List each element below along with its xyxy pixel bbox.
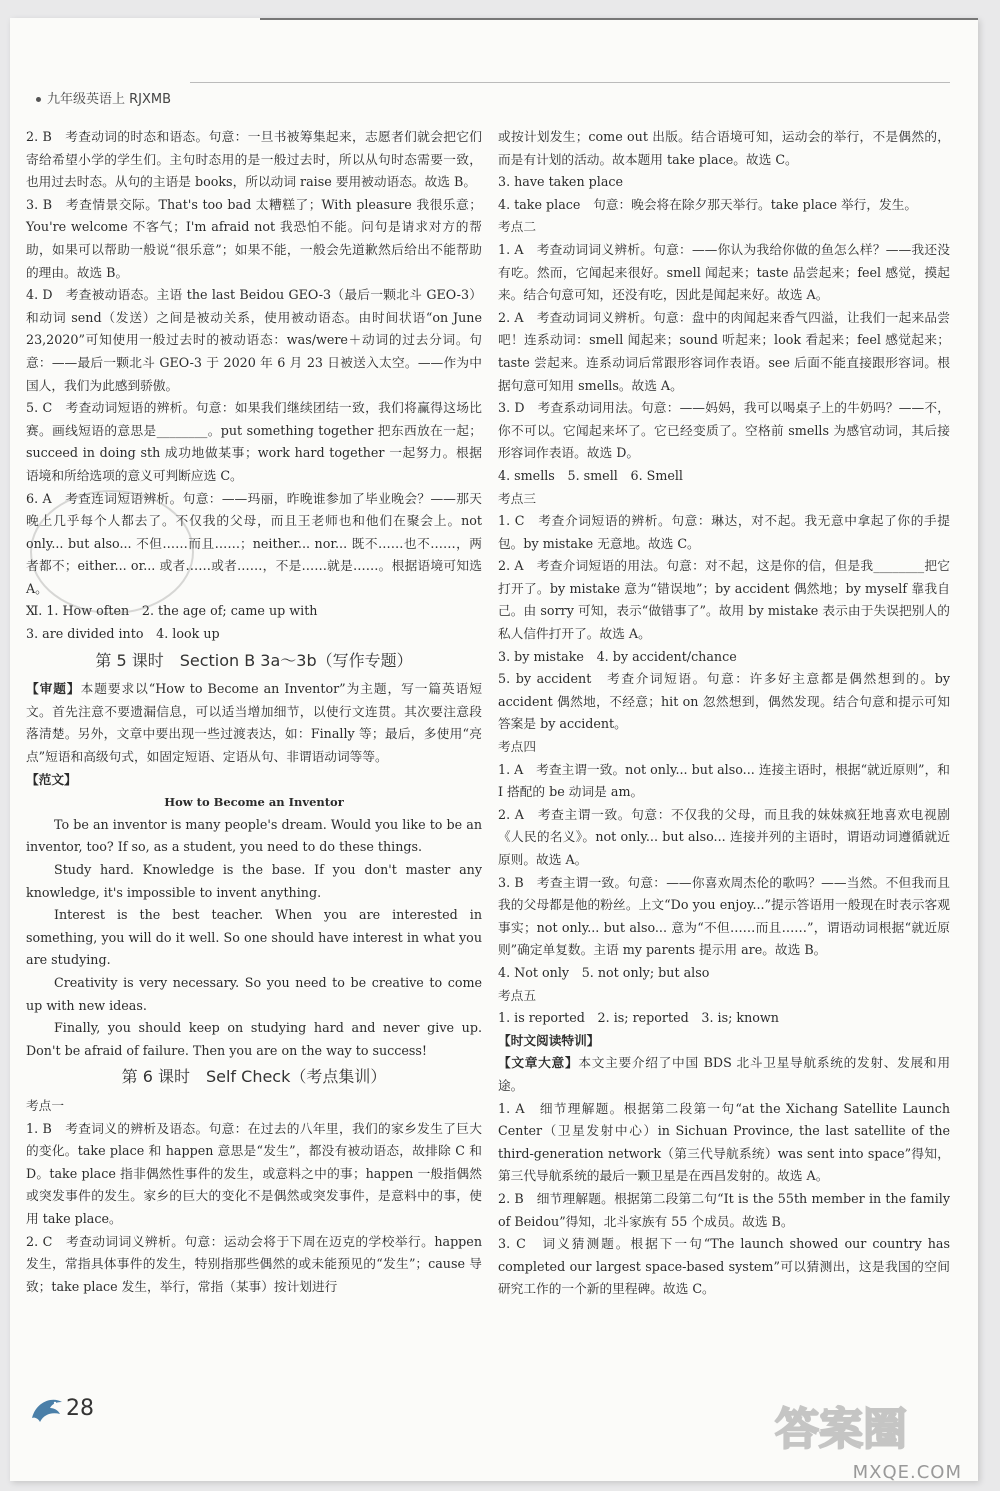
answer-item: 2. B 细节理解题。根据第二段第二句“It is the 55th member in the family of Beidou”得知，北斗家族有 55 个成员。故选 B。 — [498, 1190, 950, 1229]
essay-paragraph: Creativity is very necessary. So you need to be creative to come up with new ideas. — [26, 974, 482, 1013]
answer-item: 2. A 考查主谓一致。句意：不仅我的父母，而且我的妹妹疯狂地喜欢电视剧《人民的名义》。not only... but also... 连接并列的主语时，谓语动词遵循就近原则。故选 A。 — [498, 806, 950, 867]
faded-stamp — [30, 490, 194, 614]
answer-item: 4. Not only 5. not only; but also — [498, 964, 710, 980]
essay-title: How to Become an Inventor — [164, 795, 344, 810]
kaodian-4-label: 考点四 — [498, 739, 537, 755]
kaodian-3-label: 考点三 — [498, 490, 537, 506]
answer-item: 2. B 考查动词的时态和语态。句意：一旦书被筹集起来，志愿者们就会把它们寄给希望小学的学生们。主句时态用的是一般过去时，所以从句时态需要一致，也用过去时态。从句的主语是 books，所以动词 raise 要用被动语态。故选 B。 — [26, 129, 482, 190]
essay-paragraph: Finally, you should keep on studying hard and never give up. Don't be afraid of failure. Then you are on the way to success! — [26, 1020, 482, 1058]
shenti-label: 【审题】 — [26, 681, 81, 697]
answer-item: 1. is reported 2. is; reported 3. is; known — [498, 1010, 779, 1026]
kaodian-2-label: 考点二 — [498, 219, 537, 235]
fanwen-label: 【范文】 — [26, 771, 77, 787]
answer-item: 4. take place 句意：晚会将在除夕那天举行。take place 举行，发生。 — [498, 196, 918, 212]
section-xi-line: 3. are divided into 4. look up — [26, 626, 220, 642]
watermark-url: MXQE.COM — [852, 1462, 962, 1483]
answer-item: 3. B 考查情景交际。That's too bad 太糟糕了；With pleasure 我很乐意；You're welcome 不客气；I'm afraid not 我恐怕不能。问句是请求对方的帮助，如果可以帮助一般说“很乐意”；如果不能，一般会先道歉然后给出不能帮助的理由。故选 B。 — [26, 196, 482, 280]
answer-item: 1. C 考查介词短语的辨析。句意：琳达，对不起。我无意中拿起了你的手提包。by mistake 无意地。故选 C。 — [498, 513, 950, 551]
watermark-cn: 答案圈 — [775, 1404, 907, 1455]
essay-paragraph: Interest is the best teacher. When you are interested in something, you will do it well. So one should have interest in what you are studying. — [26, 907, 482, 968]
answer-item: 5. C 考查动词短语的辨析。句意：如果我们继续团结一致，我们将赢得这场比赛。画线短语的意思是________。put something together 把东西放在一起；succeed in doing sth 成功地做某事；work hard together 一起努力。根据语境和所给选项的意义可判断应选 C。 — [26, 400, 482, 483]
header-title: 九年级英语上 RJXMB — [47, 92, 172, 107]
answer-item: 2. A 考查动词词义辨析。句意：盘中的肉闻起来香气四溢，让我们一起来品尝吧！连系动词：smell 闻起来；sound 听起来；look 看起来；feel 感觉起来；taste 尝起来。连系动词后常跟形容词作表语。see 后面不能直接跟形容词。根据句意可知用 smells。故选 A。 — [498, 309, 950, 393]
top-rule — [260, 18, 978, 20]
answer-item: 3. C 词义猜测题。根据下一句“The launch showed our country has completed our largest space-based system”可以猜测出，这是我国的空间研究工作的一个新的里程碑。故选 C。 — [498, 1236, 950, 1297]
section-xi-line: Ⅺ. 1. How often 2. the age of; came up with — [26, 603, 318, 619]
dayi-text: 本文主要介绍了中国 BDS 北斗卫星导航系统的发射、发展和用途。 — [498, 1055, 951, 1093]
lesson-5-title: 第 5 课时 Section B 3a～3b（写作专题） — [95, 650, 413, 670]
answer-item: 3. D 考查系动词用法。句意：——妈妈，我可以喝桌子上的牛奶吗？——不，你不可以。它闻起来坏了。它已经变质了。空格前 smells 为感官动词，其后接形容词作表语。故选 D。 — [498, 400, 950, 461]
lesson-6-title: 第 6 课时 Self Check（考点集训） — [121, 1067, 387, 1087]
answer-item: 1. A 考查动词词义辨析。句意：——你认为我给你做的鱼怎么样？——我还没有吃。然而，它闻起来很好。smell 闻起来；taste 品尝起来；feel 感觉，摸起来。结合句意可知，还没有吃，因此是闻起来好。故选 A。 — [498, 241, 950, 303]
shenti-text: 本题要求以“How to Become an Inventor”为主题，写一篇英语短文。首先注意不要遗漏信息，可以适当增加细节，以使行文连贯。其次要注意段落清楚。另外，文章中要出现一些过渡表达，如：Finally 等；最后，多使用“亮点”短语和高级句式，如固定短语、定语从句、非谓语动词等等。 — [26, 681, 483, 765]
answer-item: 2. C 考查动词词义辨析。句意：运动会将于下周在迈克的学校举行。happen 发生，常指具体事件的发生，特别指那些偶然的或未能预见的“发生”；cause 导致；take place 发生，举行，常指（某事）按计划进行 — [26, 1233, 482, 1294]
answer-item: 1. A 考查主谓一致。not only... but also... 连接主语时，根据“就近原则”，和 I 搭配的 be 动词是 am。 — [498, 761, 950, 800]
answer-item: 6. A 考查连词短语辨析。句意：——玛丽，昨晚谁参加了毕业晚会？——那天晚上几乎每个人都去了。不仅我的父母，而且王老师也和他们在聚会上。not only... but also... 不但……而且……；neither... nor... 既不……也不……，两者都不；either... or... 或者……或者……，不是……就是……。根据语境可知选 A。 — [26, 490, 482, 596]
header-rule — [190, 82, 950, 83]
watermark-logo — [706, 1400, 976, 1460]
answer-item: 1. A 细节理解题。根据第二段第一句“at the Xichang Satellite Launch Center（卫星发射中心）in Sichuan Province, the last satellite of the third-generation network（第三代导航系统）was sent into space”得知，第三代导航系统的最后一颗卫星是在西昌发射的。故选 A。 — [498, 1100, 950, 1184]
shiwen-label: 【时文阅读特训】 — [498, 1032, 600, 1048]
answer-item: 4. D 考查被动语态。主语 the last Beidou GEO-3（最后一颗北斗 GEO-3）和动词 send（发送）之间是被动关系，使用被动语态。由时间状语“on June 23,2020”可知使用一般过去时的被动语态：was/were＋动词的过去分词。句意：——最后一颗北斗 GEO-3 于 2020 年 6 月 23 日被送入太空。——作为中国人，我们为此感到骄傲。 — [26, 287, 482, 393]
answer-item: 2. A 考查介词短语的用法。句意：对不起，这是你的信，但是我________把它打开了。by mistake 意为“错误地”；by accident 偶然地；by myself 靠我自己。由 sorry 可知，表示“做错事了”。故用 by mistake 表示由于失误把别人的私人信件打开了。故选 A。 — [498, 558, 950, 642]
page-number: 28 — [66, 1396, 94, 1421]
essay-paragraph: To be an inventor is many people's dream. Would you like to be an inventor, too? If so, as a student, you need to do these things. — [26, 816, 482, 855]
left-column — [26, 126, 482, 1298]
answer-item: 5. by accident 考查介词短语。句意：许多好主意都是偶然想到的。by accident 偶然地，不经意；hit on 忽然想到，偶然发现。结合句意和提示可知答案是 by accident。 — [498, 671, 950, 732]
bullet-icon — [36, 97, 41, 102]
dayi-label: 【文章大意】 — [498, 1055, 579, 1071]
answer-item: 3. by mistake 4. by accident/chance — [498, 648, 737, 664]
kaodian-1-label: 考点一 — [26, 1097, 65, 1113]
answer-item: 3. have taken place — [498, 174, 624, 190]
right-column — [498, 126, 950, 1301]
answer-item: 3. B 考查主谓一致。句意：——你喜欢周杰伦的歌吗？——当然。不但我而且我的父母都是他的粉丝。上文“Do you enjoy...”提示答语用一般现在时表示客观事实；not only... but also... 意为“不但……而且……”，谓语动词根据“就近原则”确定单复数。主语 my parents 提示用 are。故选 B。 — [498, 874, 950, 958]
answer-item: 4. smells 5. smell 6. Smell — [498, 467, 683, 483]
essay-paragraph: Study hard. Knowledge is the base. If you don't master any knowledge, it's impossible to invent anything. — [26, 862, 482, 900]
kaodian-5-label: 考点五 — [498, 987, 537, 1003]
dolphin-logo-icon — [28, 1392, 66, 1428]
running-header — [36, 88, 171, 107]
answer-item: 或按计划发生；come out 出版。结合语境可知，运动会的举行，不是偶然的，而是有计划的活动。故本题用 take place。故选 C。 — [498, 129, 950, 167]
answer-item: 1. B 考查词义的辨析及语态。句意：在过去的八年里，我们的家乡发生了巨大的变化。take place 和 happen 意思是“发生”，都没有被动语态，故排除 C 和 D。take place 指非偶然性事件的发生，或意料之中的事；happen 一般指偶然或突发事件的发生。家乡的巨大的变化不是偶然或突发事件，是意料中的事，使用 take place。 — [26, 1120, 482, 1226]
